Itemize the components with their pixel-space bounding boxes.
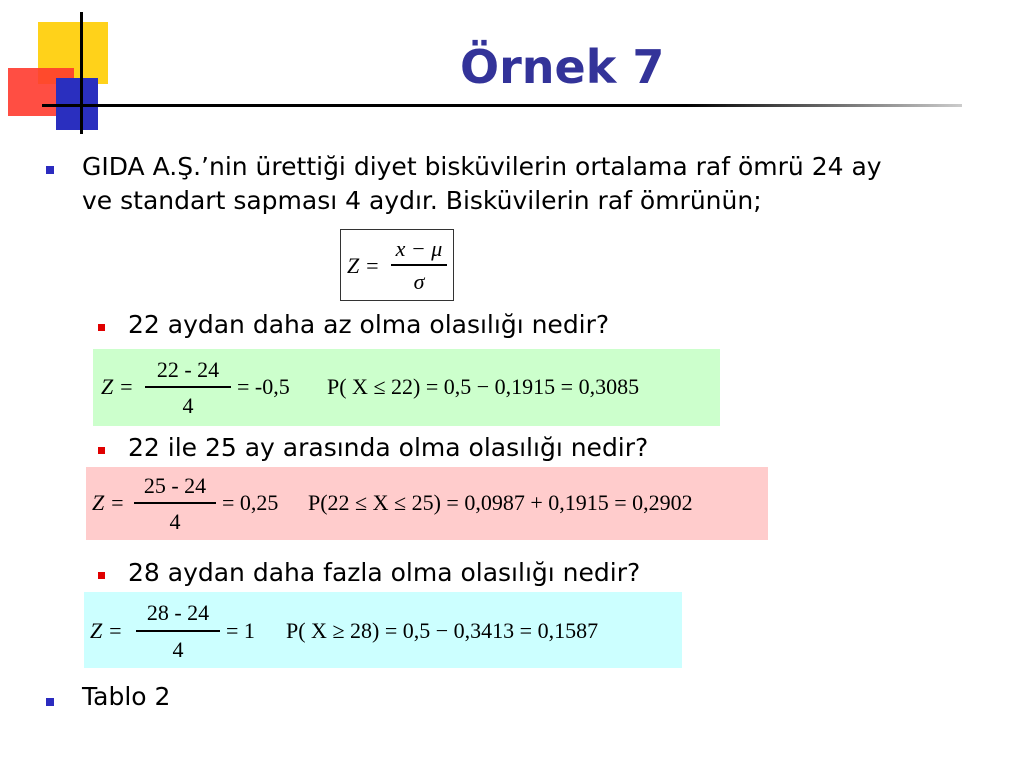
solution-fraction-line: [134, 502, 216, 504]
probability-expression: P(22 ≤ X ≤ 25) = 0,0987 + 0,1915 = 0,2902: [308, 490, 693, 515]
formula-lhs: Z =: [347, 253, 380, 278]
question-3-text: 28 aydan daha fazla olma olasılığı nedir?: [128, 558, 641, 587]
probability-expression: P( X ≥ 28) = 0,5 − 0,3413 = 0,1587: [286, 618, 599, 643]
solution-lhs: Z =: [90, 618, 123, 643]
z-result: = -0,5: [237, 374, 290, 399]
sub-bullet-marker: [98, 324, 105, 331]
title-divider-line: [42, 104, 962, 107]
bullet-marker: [46, 166, 54, 174]
solution-numerator: 22 - 24: [156, 357, 220, 382]
bullet-marker: [46, 698, 54, 706]
solution-denominator: 4: [169, 509, 181, 534]
sub-bullet-marker: [98, 447, 105, 454]
solution-lhs: Z =: [92, 490, 125, 515]
question-2-text: 22 ile 25 ay arasında olma olasılığı nedir?: [128, 433, 649, 462]
question-3-solution: [84, 592, 682, 668]
intro-line-1: GIDA A.Ş.’nin ürettiği diyet bisküvilerin ortalama raf ömrü 24 ay: [82, 152, 882, 181]
question-1-solution: [93, 349, 720, 426]
solution-denominator: 4: [172, 637, 184, 662]
slide-title: Örnek 7: [460, 40, 665, 94]
question-2-solution: [86, 467, 768, 540]
sub-bullet-marker: [98, 572, 105, 579]
question-1-text: 22 aydan daha az olma olasılığı nedir?: [128, 310, 610, 339]
solution-numerator: 28 - 24: [146, 600, 210, 625]
logo-vertical-line: [80, 12, 83, 134]
formula-fraction-line: [391, 264, 447, 266]
intro-line-2: ve standart sapması 4 aydır. Bisküvilerin raf ömrünün;: [82, 186, 762, 215]
z-result: = 1: [226, 618, 255, 643]
z-result: = 0,25: [222, 490, 279, 515]
solution-denominator: 4: [182, 393, 194, 418]
solution-fraction-line: [145, 386, 231, 388]
solution-lhs: Z =: [101, 374, 134, 399]
solution-numerator: 25 - 24: [143, 473, 207, 498]
table-reference: Tablo 2: [82, 682, 171, 711]
decorative-logo: [0, 0, 150, 140]
probability-expression: P( X ≤ 22) = 0,5 − 0,1915 = 0,3085: [327, 374, 640, 399]
z-score-formula: [340, 229, 454, 301]
solution-fraction-line: [136, 630, 220, 632]
formula-numerator: x − μ: [395, 236, 443, 261]
formula-denominator: σ: [413, 269, 425, 294]
